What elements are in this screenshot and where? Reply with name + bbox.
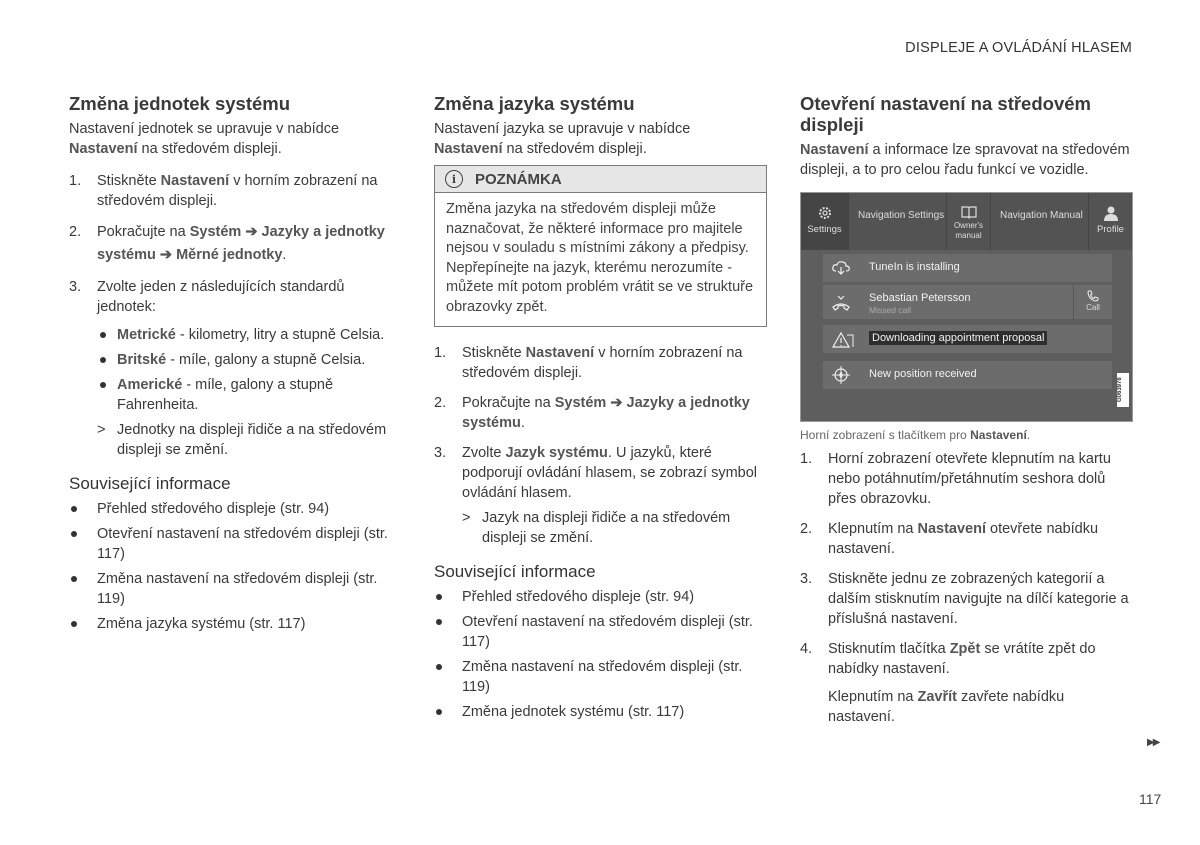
step-2: 2. Klepnutím na Nastavení otevřete nabídku nastavení. — [800, 521, 1099, 557]
option-british: Britské - míle, galony a stupně Celsia. — [97, 350, 402, 370]
steps-list — [434, 343, 767, 548]
option-metric: Metrické - kilometry, litry a stupně Celsia. — [97, 325, 402, 345]
column-units — [69, 93, 402, 634]
step-4: 4. Stisknutím tlačítka Zpět se vrátíte zpět do nabídky nastavení. Klepnutím na Zavřít zavřete nabídku nastavení. — [800, 639, 1133, 727]
step-3: 3. Zvolte Jazyk systému. U jazyků, které podporují ovládání hlasem, se zobrazí symbol ovládání hlasem. > Jazyk na displeji řidiče a na středovém displeji se změní. — [434, 443, 767, 548]
info-icon: i — [445, 170, 463, 188]
image-code: G063978 — [1117, 373, 1129, 407]
related-link[interactable]: Otevření nastavení na středovém displeji (str. 117) — [434, 612, 767, 652]
step-4-close: Klepnutím na Zavřít zavřete nabídku nastavení. — [828, 689, 1065, 725]
column-language — [434, 93, 767, 722]
related-title: Související informace — [69, 474, 231, 493]
notification-appointment[interactable]: Downloading appointment proposal — [823, 325, 1112, 353]
related-title: Související informace — [434, 562, 596, 581]
intro-text: Nastavení jazyka se upravuje v nabídce Nastavení na středovém displeji. — [434, 121, 691, 157]
book-icon — [961, 205, 977, 219]
intro-text: Nastavení a informace lze spravovat na středovém displeji, a to pro celou řadu funkcí ve vozidle. — [800, 142, 1130, 178]
section-title: Otevření nastavení na středovém displeji — [800, 93, 1091, 135]
step-3: 3. Stiskněte jednu ze zobrazených kategorií a dalším stisknutím navigujte na dílčí kategorie a příslušná nastavení. — [800, 571, 1129, 627]
tab-owners-manual[interactable]: Owner's manual — [947, 193, 991, 250]
section-title: Změna jednotek systému — [69, 93, 291, 114]
step-3: 3. Zvolte jeden z následujících standardů jednotek: Metrické - kilometry, litry a stupně Celsia. Britské - míle, galony a stupně Celsia. Americké - míle, galony a stupně Fahrenheita. > Jednotky na displeji řidiče a na středovém displeji se změní. — [69, 277, 402, 460]
tab-settings[interactable]: Settings — [801, 193, 849, 250]
option-american: Americké - míle, galony a stupně Fahrenheita. — [97, 375, 402, 415]
related-link[interactable]: Změna nastavení na středovém displeji (str. 119) — [69, 569, 402, 609]
warning-wrench-icon — [831, 331, 855, 349]
related-link[interactable]: Otevření nastavení na středovém displeji (str. 117) — [69, 524, 402, 564]
note-header — [435, 166, 766, 193]
figure-caption: Horní zobrazení s tlačítkem pro Nastavení. — [800, 428, 1031, 442]
related-list — [434, 587, 767, 722]
note-text: Změna jazyka na středovém displeji může naznačovat, že některé informace pro majitele nejsou v souladu s místními zákony a předpisy. Nepřepínejte na jazyk, kterému nerozumíte - můžete mít potom problém vrátit se ve struktuře obrazovky zpět. — [446, 201, 754, 315]
related-link[interactable]: Přehled středového displeje (str. 94) — [434, 587, 767, 607]
column-open-settings — [800, 93, 1133, 727]
tab-navigation-manual[interactable]: Navigation Manual — [1000, 210, 1083, 221]
page-header: DISPLEJE A OVLÁDÁNÍ HLASEM — [905, 40, 1132, 56]
notification-position[interactable]: New position received — [823, 361, 1112, 389]
step-1: 1. Horní zobrazení otevřete klepnutím na kartu nebo potáhnutím/přetáhnutím seshora dolů přes obrazovku. — [800, 451, 1111, 507]
intro-text: Nastavení jednotek se upravuje v nabídce Nastavení na středovém displeji. — [69, 121, 340, 157]
related-link[interactable]: Změna jazyka systému (str. 117) — [69, 614, 402, 634]
profile-icon — [1103, 205, 1119, 221]
missed-call-icon — [831, 293, 851, 313]
steps-list — [800, 449, 1133, 727]
related-link[interactable]: Změna jednotek systému (str. 117) — [434, 702, 767, 722]
steps-list — [69, 171, 402, 460]
related-link[interactable]: Změna nastavení na středovém displeji (str. 119) — [434, 657, 767, 697]
top-view-bar — [801, 193, 1132, 250]
phone-icon — [1087, 290, 1099, 302]
gear-icon — [817, 205, 833, 221]
step-2: 2. Pokračujte na Systém ➔ Jazyky a jednotky systému. — [434, 395, 750, 431]
tab-profile[interactable]: Profile — [1088, 193, 1132, 250]
continue-arrows-icon: ▶▶ — [1147, 737, 1159, 748]
step-1: 1. Stiskněte Nastavení v horním zobrazení na středovém displeji. — [434, 345, 743, 381]
cloud-download-icon — [831, 260, 851, 276]
center-display-screenshot — [800, 192, 1133, 422]
note-title: POZNÁMKA — [475, 170, 562, 188]
call-button[interactable]: Call — [1073, 285, 1112, 319]
related-list — [69, 499, 402, 634]
related-link[interactable]: Přehled středového displeje (str. 94) — [69, 499, 402, 519]
note-box — [434, 165, 767, 327]
step-result: > Jazyk na displeji řidiče a na středovém displeji se změní. — [462, 510, 731, 546]
tab-navigation-settings[interactable]: Navigation Settings — [849, 193, 947, 250]
notification-tunein[interactable]: TuneIn is installing — [823, 254, 1112, 282]
step-2: 2. Pokračujte na Systém ➔ Jazyky a jednotky systému ➔ Měrné jednotky. — [69, 224, 385, 263]
step-result: > Jednotky na displeji řidiče a na středovém displeji se změní. — [97, 422, 387, 458]
unit-options — [97, 325, 402, 415]
compass-icon — [831, 365, 851, 385]
notification-missed-call[interactable]: Sebastian Petersson Missed call Call — [823, 285, 1112, 319]
step-1: 1. Stiskněte Nastavení v horním zobrazení na středovém displeji. — [69, 173, 378, 209]
section-title: Změna jazyka systému — [434, 93, 635, 114]
page-number: 117 — [1139, 791, 1162, 807]
